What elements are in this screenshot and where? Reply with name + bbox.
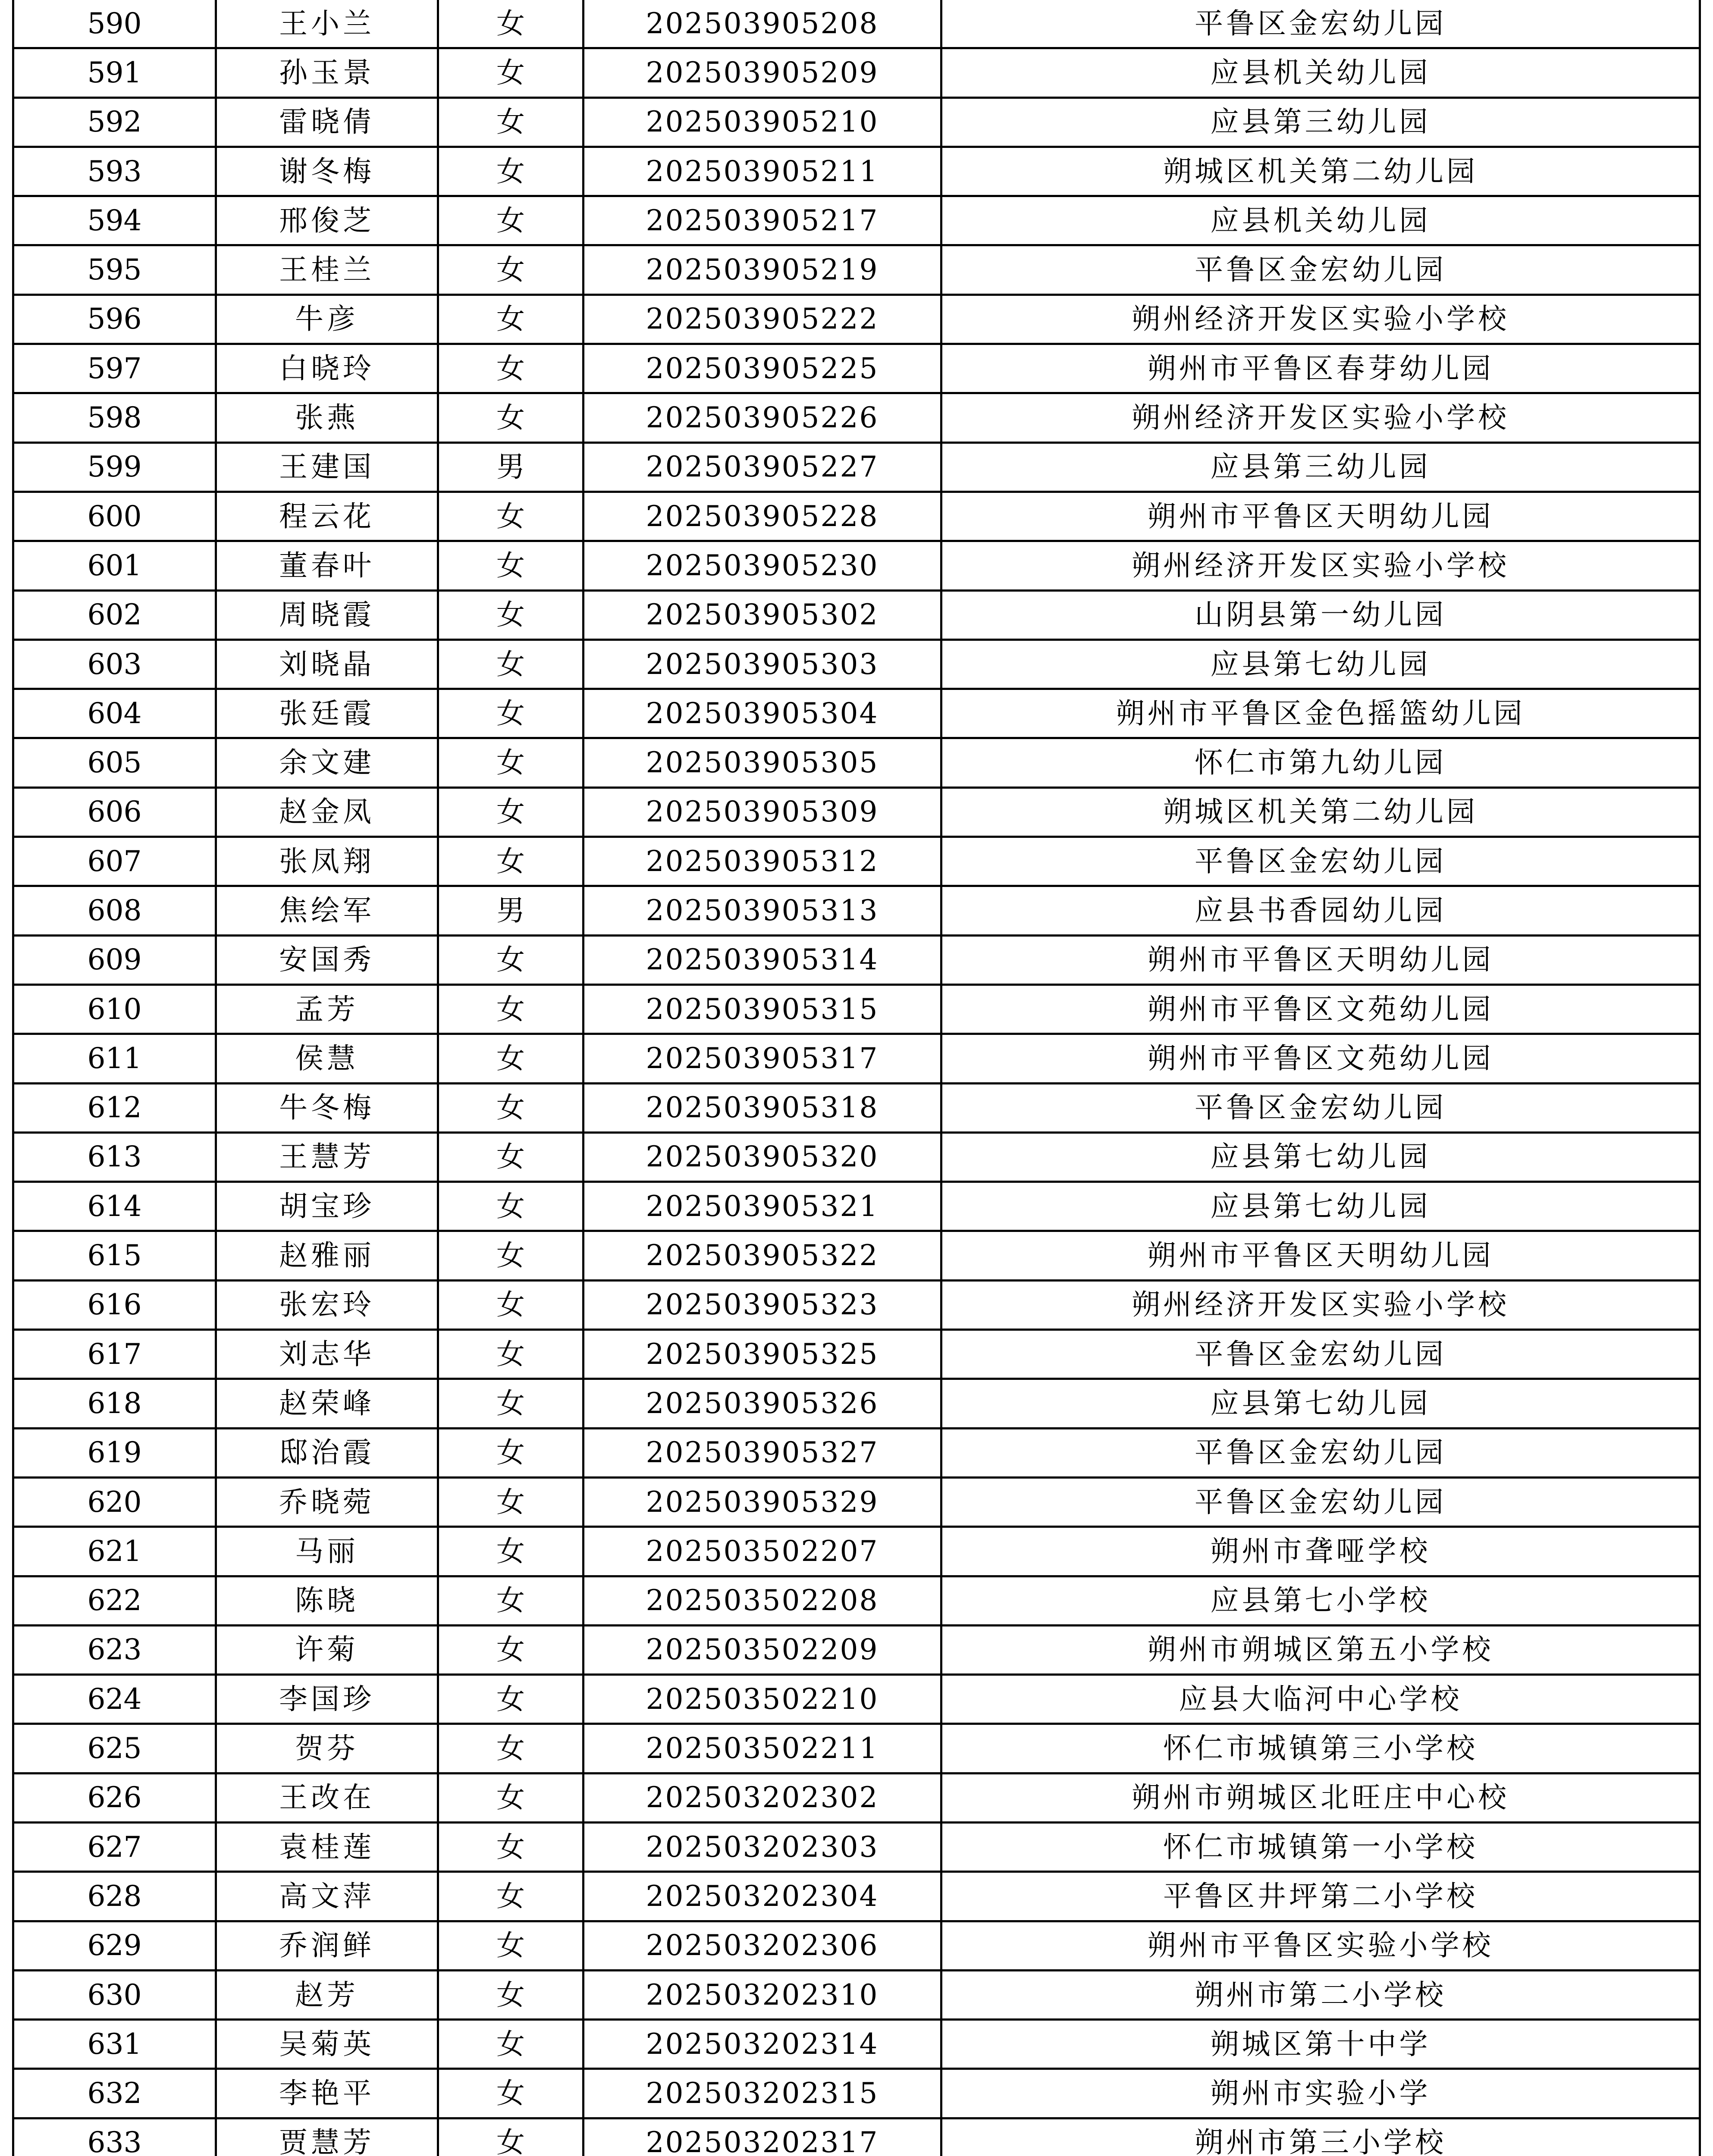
exam-id-cell: 202503905315 [584, 984, 941, 1034]
row-number-cell: 627 [13, 1822, 216, 1871]
workplace-cell: 朔州市朔城区第五小学校 [941, 1625, 1700, 1674]
workplace-cell: 应县机关幼儿园 [941, 196, 1700, 245]
gender-cell: 女 [438, 1625, 584, 1674]
name-cell: 刘晓晶 [216, 639, 438, 689]
gender-cell: 女 [438, 1132, 584, 1181]
row-number-cell: 602 [13, 590, 216, 639]
name-cell: 雷晓倩 [216, 97, 438, 147]
table-row [13, 2020, 1700, 2069]
workplace-cell: 平鲁区金宏幼儿园 [941, 837, 1700, 886]
table-row [13, 1724, 1700, 1773]
table-row [13, 196, 1700, 245]
exam-id-cell: 202503905329 [584, 1477, 941, 1526]
table-row [13, 1921, 1700, 1970]
table-row [13, 689, 1700, 738]
exam-id-cell: 202503202304 [584, 1872, 941, 1921]
gender-cell: 女 [438, 1379, 584, 1428]
gender-cell: 女 [438, 147, 584, 196]
name-cell: 赵雅丽 [216, 1231, 438, 1280]
exam-id-cell: 202503905228 [584, 492, 941, 541]
row-number-cell: 625 [13, 1724, 216, 1773]
name-cell: 赵荣峰 [216, 1379, 438, 1428]
exam-id-cell: 202503905217 [584, 196, 941, 245]
table-row [13, 1182, 1700, 1231]
workplace-cell: 朔州市第三小学校 [941, 2118, 1700, 2156]
row-number-cell: 594 [13, 196, 216, 245]
gender-cell: 女 [438, 1280, 584, 1329]
name-cell: 王小兰 [216, 0, 438, 48]
row-number-cell: 628 [13, 1872, 216, 1921]
gender-cell: 女 [438, 245, 584, 295]
gender-cell: 女 [438, 2020, 584, 2069]
name-cell: 周晓霞 [216, 590, 438, 639]
workplace-cell: 山阴县第一幼儿园 [941, 590, 1700, 639]
workplace-cell: 应县第七幼儿园 [941, 1132, 1700, 1181]
gender-cell: 女 [438, 1675, 584, 1724]
table-row [13, 1477, 1700, 1526]
exam-id-cell: 202503502210 [584, 1675, 941, 1724]
row-number-cell: 611 [13, 1034, 216, 1083]
exam-id-cell: 202503202303 [584, 1822, 941, 1871]
workplace-cell: 应县第七小学校 [941, 1576, 1700, 1625]
row-number-cell: 590 [13, 0, 216, 48]
name-cell: 贺芬 [216, 1724, 438, 1773]
workplace-cell: 朔州市平鲁区天明幼儿园 [941, 492, 1700, 541]
row-number-cell: 605 [13, 738, 216, 787]
workplace-cell: 平鲁区金宏幼儿园 [941, 1477, 1700, 1526]
row-number-cell: 626 [13, 1773, 216, 1822]
table-row [13, 1970, 1700, 2019]
exam-id-cell: 202503905226 [584, 393, 941, 442]
workplace-cell: 朔州市平鲁区金色摇篮幼儿园 [941, 689, 1700, 738]
row-number-cell: 604 [13, 689, 216, 738]
workplace-cell: 平鲁区金宏幼儿园 [941, 0, 1700, 48]
table-row [13, 245, 1700, 295]
table-row [13, 0, 1700, 48]
gender-cell: 男 [438, 442, 584, 492]
name-cell: 王桂兰 [216, 245, 438, 295]
table-row [13, 1872, 1700, 1921]
workplace-cell: 应县大临河中心学校 [941, 1675, 1700, 1724]
gender-cell: 女 [438, 344, 584, 393]
name-cell: 孙玉景 [216, 48, 438, 97]
exam-id-cell: 202503905210 [584, 97, 941, 147]
exam-id-cell: 202503905222 [584, 295, 941, 344]
table-row [13, 344, 1700, 393]
workplace-cell: 朔州市平鲁区实验小学校 [941, 1921, 1700, 1970]
gender-cell: 女 [438, 295, 584, 344]
table-row [13, 2118, 1700, 2156]
workplace-cell: 朔州经济开发区实验小学校 [941, 1280, 1700, 1329]
table-row [13, 1330, 1700, 1379]
name-cell: 王建国 [216, 442, 438, 492]
row-number-cell: 598 [13, 393, 216, 442]
workplace-cell: 平鲁区井坪第二小学校 [941, 1872, 1700, 1921]
exam-id-cell: 202503905209 [584, 48, 941, 97]
row-number-cell: 606 [13, 787, 216, 837]
row-number-cell: 593 [13, 147, 216, 196]
table-row [13, 1576, 1700, 1625]
gender-cell: 女 [438, 787, 584, 837]
workplace-cell: 平鲁区金宏幼儿园 [941, 1330, 1700, 1379]
workplace-cell: 应县第七幼儿园 [941, 1182, 1700, 1231]
table-row [13, 738, 1700, 787]
row-number-cell: 607 [13, 837, 216, 886]
row-number-cell: 623 [13, 1625, 216, 1674]
gender-cell: 女 [438, 689, 584, 738]
gender-cell: 女 [438, 1477, 584, 1526]
row-number-cell: 632 [13, 2069, 216, 2118]
gender-cell: 女 [438, 639, 584, 689]
exam-id-cell: 202503905317 [584, 1034, 941, 1083]
table-row [13, 97, 1700, 147]
exam-id-cell: 202503905219 [584, 245, 941, 295]
gender-cell: 女 [438, 1083, 584, 1132]
name-cell: 余文建 [216, 738, 438, 787]
name-cell: 张燕 [216, 393, 438, 442]
exam-id-cell: 202503502211 [584, 1724, 941, 1773]
workplace-cell: 朔州市平鲁区天明幼儿园 [941, 935, 1700, 984]
table-row [13, 1625, 1700, 1674]
name-cell: 谢冬梅 [216, 147, 438, 196]
name-cell: 袁桂莲 [216, 1822, 438, 1871]
row-number-cell: 592 [13, 97, 216, 147]
table-row [13, 1379, 1700, 1428]
row-number-cell: 621 [13, 1527, 216, 1576]
name-cell: 贾慧芳 [216, 2118, 438, 2156]
row-number-cell: 613 [13, 1132, 216, 1181]
gender-cell: 女 [438, 590, 584, 639]
table-row [13, 1822, 1700, 1871]
row-number-cell: 618 [13, 1379, 216, 1428]
workplace-cell: 平鲁区金宏幼儿园 [941, 1428, 1700, 1477]
gender-cell: 女 [438, 1822, 584, 1871]
gender-cell: 女 [438, 1527, 584, 1576]
name-cell: 赵金凤 [216, 787, 438, 837]
workplace-cell: 朔州市平鲁区春芽幼儿园 [941, 344, 1700, 393]
exam-id-cell: 202503905326 [584, 1379, 941, 1428]
table-row [13, 787, 1700, 837]
name-cell: 乔润鲜 [216, 1921, 438, 1970]
name-cell: 焦绘军 [216, 886, 438, 935]
exam-id-cell: 202503905312 [584, 837, 941, 886]
gender-cell: 女 [438, 935, 584, 984]
table-row [13, 541, 1700, 590]
row-number-cell: 591 [13, 48, 216, 97]
row-number-cell: 620 [13, 1477, 216, 1526]
gender-cell: 女 [438, 738, 584, 787]
exam-id-cell: 202503202317 [584, 2118, 941, 2156]
row-number-cell: 599 [13, 442, 216, 492]
gender-cell: 女 [438, 1182, 584, 1231]
workplace-cell: 朔州经济开发区实验小学校 [941, 295, 1700, 344]
name-cell: 程云花 [216, 492, 438, 541]
table-row [13, 1231, 1700, 1280]
exam-id-cell: 202503905208 [584, 0, 941, 48]
exam-id-cell: 202503905305 [584, 738, 941, 787]
table-row [13, 837, 1700, 886]
name-cell: 马丽 [216, 1527, 438, 1576]
exam-id-cell: 202503905327 [584, 1428, 941, 1477]
workplace-cell: 怀仁市第九幼儿园 [941, 738, 1700, 787]
name-cell: 邸治霞 [216, 1428, 438, 1477]
exam-id-cell: 202503905314 [584, 935, 941, 984]
row-number-cell: 612 [13, 1083, 216, 1132]
name-cell: 牛彦 [216, 295, 438, 344]
workplace-cell: 应县第七幼儿园 [941, 639, 1700, 689]
table-row [13, 442, 1700, 492]
workplace-cell: 应县第七幼儿园 [941, 1379, 1700, 1428]
row-number-cell: 600 [13, 492, 216, 541]
gender-cell: 女 [438, 1428, 584, 1477]
table-row [13, 1083, 1700, 1132]
exam-id-cell: 202503905230 [584, 541, 941, 590]
workplace-cell: 怀仁市城镇第三小学校 [941, 1724, 1700, 1773]
exam-id-cell: 202503905304 [584, 689, 941, 738]
row-number-cell: 609 [13, 935, 216, 984]
row-number-cell: 631 [13, 2020, 216, 2069]
exam-id-cell: 202503905303 [584, 639, 941, 689]
row-number-cell: 615 [13, 1231, 216, 1280]
workplace-cell: 朔州经济开发区实验小学校 [941, 393, 1700, 442]
table-row [13, 935, 1700, 984]
exam-id-cell: 202503202306 [584, 1921, 941, 1970]
exam-id-cell: 202503202302 [584, 1773, 941, 1822]
exam-id-cell: 202503905309 [584, 787, 941, 837]
exam-id-cell: 202503905225 [584, 344, 941, 393]
workplace-cell: 朔州经济开发区实验小学校 [941, 541, 1700, 590]
workplace-cell: 朔州市平鲁区天明幼儿园 [941, 1231, 1700, 1280]
row-number-cell: 614 [13, 1182, 216, 1231]
row-number-cell: 619 [13, 1428, 216, 1477]
exam-id-cell: 202503905323 [584, 1280, 941, 1329]
name-cell: 许菊 [216, 1625, 438, 1674]
workplace-cell: 朔州市聋哑学校 [941, 1527, 1700, 1576]
name-cell: 吴菊英 [216, 2020, 438, 2069]
table-row [13, 886, 1700, 935]
name-cell: 白晓玲 [216, 344, 438, 393]
name-cell: 刘志华 [216, 1330, 438, 1379]
row-number-cell: 624 [13, 1675, 216, 1724]
exam-id-cell: 202503502209 [584, 1625, 941, 1674]
workplace-cell: 平鲁区金宏幼儿园 [941, 245, 1700, 295]
table-row [13, 984, 1700, 1034]
workplace-cell: 朔州市平鲁区文苑幼儿园 [941, 984, 1700, 1034]
workplace-cell: 应县第三幼儿园 [941, 97, 1700, 147]
name-cell: 张凤翔 [216, 837, 438, 886]
table-row [13, 48, 1700, 97]
roster-table [12, 0, 1701, 2156]
workplace-cell: 朔城区机关第二幼儿园 [941, 147, 1700, 196]
gender-cell: 女 [438, 541, 584, 590]
table-row [13, 1527, 1700, 1576]
row-number-cell: 595 [13, 245, 216, 295]
name-cell: 王慧芳 [216, 1132, 438, 1181]
workplace-cell: 朔城区第十中学 [941, 2020, 1700, 2069]
name-cell: 孟芳 [216, 984, 438, 1034]
gender-cell: 女 [438, 2118, 584, 2156]
name-cell: 李艳平 [216, 2069, 438, 2118]
row-number-cell: 597 [13, 344, 216, 393]
gender-cell: 女 [438, 1576, 584, 1625]
row-number-cell: 629 [13, 1921, 216, 1970]
row-number-cell: 616 [13, 1280, 216, 1329]
table-row [13, 2069, 1700, 2118]
name-cell: 董春叶 [216, 541, 438, 590]
table-row [13, 393, 1700, 442]
name-cell: 邢俊芝 [216, 196, 438, 245]
table-row [13, 1675, 1700, 1724]
gender-cell: 女 [438, 393, 584, 442]
table-row [13, 1773, 1700, 1822]
table-row [13, 1132, 1700, 1181]
row-number-cell: 610 [13, 984, 216, 1034]
name-cell: 赵芳 [216, 1970, 438, 2019]
exam-id-cell: 202503905211 [584, 147, 941, 196]
gender-cell: 女 [438, 1724, 584, 1773]
gender-cell: 女 [438, 984, 584, 1034]
gender-cell: 女 [438, 1921, 584, 1970]
name-cell: 胡宝珍 [216, 1182, 438, 1231]
workplace-cell: 应县书香园幼儿园 [941, 886, 1700, 935]
name-cell: 侯慧 [216, 1034, 438, 1083]
gender-cell: 女 [438, 48, 584, 97]
row-number-cell: 601 [13, 541, 216, 590]
name-cell: 陈晓 [216, 1576, 438, 1625]
workplace-cell: 朔州市实验小学 [941, 2069, 1700, 2118]
table-row [13, 639, 1700, 689]
name-cell: 安国秀 [216, 935, 438, 984]
name-cell: 张廷霞 [216, 689, 438, 738]
gender-cell: 女 [438, 837, 584, 886]
gender-cell: 女 [438, 1330, 584, 1379]
gender-cell: 女 [438, 2069, 584, 2118]
exam-id-cell: 202503905321 [584, 1182, 941, 1231]
workplace-cell: 朔州市平鲁区文苑幼儿园 [941, 1034, 1700, 1083]
gender-cell: 男 [438, 886, 584, 935]
gender-cell: 女 [438, 196, 584, 245]
exam-id-cell: 202503905302 [584, 590, 941, 639]
exam-id-cell: 202503502208 [584, 1576, 941, 1625]
workplace-cell: 应县第三幼儿园 [941, 442, 1700, 492]
exam-id-cell: 202503905322 [584, 1231, 941, 1280]
workplace-cell: 朔城区机关第二幼儿园 [941, 787, 1700, 837]
row-number-cell: 617 [13, 1330, 216, 1379]
workplace-cell: 朔州市朔城区北旺庄中心校 [941, 1773, 1700, 1822]
workplace-cell: 朔州市第二小学校 [941, 1970, 1700, 2019]
workplace-cell: 应县机关幼儿园 [941, 48, 1700, 97]
row-number-cell: 622 [13, 1576, 216, 1625]
exam-id-cell: 202503202315 [584, 2069, 941, 2118]
row-number-cell: 608 [13, 886, 216, 935]
gender-cell: 女 [438, 1773, 584, 1822]
name-cell: 李国珍 [216, 1675, 438, 1724]
gender-cell: 女 [438, 1231, 584, 1280]
name-cell: 乔晓菀 [216, 1477, 438, 1526]
exam-id-cell: 202503502207 [584, 1527, 941, 1576]
table-row [13, 1280, 1700, 1329]
row-number-cell: 630 [13, 1970, 216, 2019]
row-number-cell: 633 [13, 2118, 216, 2156]
gender-cell: 女 [438, 492, 584, 541]
table-row [13, 295, 1700, 344]
exam-id-cell: 202503905325 [584, 1330, 941, 1379]
name-cell: 牛冬梅 [216, 1083, 438, 1132]
exam-id-cell: 202503905227 [584, 442, 941, 492]
row-number-cell: 596 [13, 295, 216, 344]
table-row [13, 147, 1700, 196]
name-cell: 张宏玲 [216, 1280, 438, 1329]
gender-cell: 女 [438, 1034, 584, 1083]
exam-id-cell: 202503905320 [584, 1132, 941, 1181]
workplace-cell: 平鲁区金宏幼儿园 [941, 1083, 1700, 1132]
exam-id-cell: 202503905313 [584, 886, 941, 935]
exam-id-cell: 202503202310 [584, 1970, 941, 2019]
gender-cell: 女 [438, 97, 584, 147]
gender-cell: 女 [438, 0, 584, 48]
table-row [13, 492, 1700, 541]
table-row [13, 590, 1700, 639]
table-row [13, 1034, 1700, 1083]
workplace-cell: 怀仁市城镇第一小学校 [941, 1822, 1700, 1871]
gender-cell: 女 [438, 1970, 584, 2019]
roster-body [13, 0, 1700, 2156]
gender-cell: 女 [438, 1872, 584, 1921]
row-number-cell: 603 [13, 639, 216, 689]
exam-id-cell: 202503202314 [584, 2020, 941, 2069]
table-row [13, 1428, 1700, 1477]
name-cell: 王改在 [216, 1773, 438, 1822]
name-cell: 高文萍 [216, 1872, 438, 1921]
exam-id-cell: 202503905318 [584, 1083, 941, 1132]
